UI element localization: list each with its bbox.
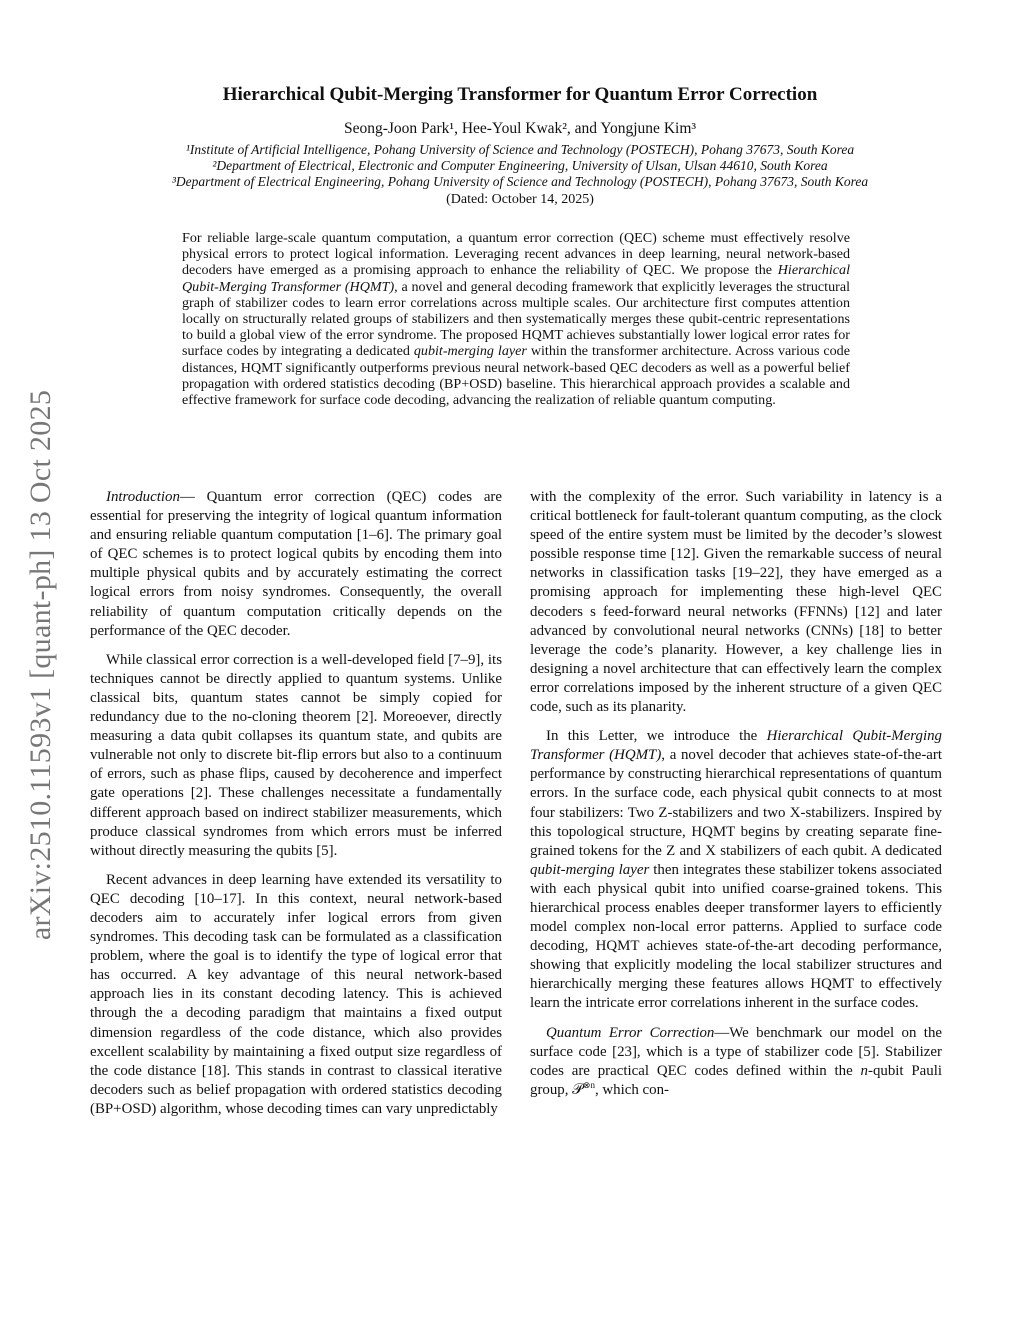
right-p2-layer-name: qubit-merging layer (530, 861, 650, 878)
right-paragraph-2 (530, 727, 942, 1013)
abstract-text-3: within the transformer architecture. Across various code distances, HQMT significantly outperforms previous neural network-based QEC decoders as well as a powerful belief propagation with ordered statistics decoding (BP+OSD) baseline. This hierarchical approach provides a scalable and effective framework for surface code decoding, advancing the realization of reliable quantum computing. (182, 343, 850, 409)
right-paragraph-1: with the complexity of the error. Such variability in latency is a critical bottleneck for fault-tolerant quantum computing, as the clock speed of the entire system must be limited by the decoder’s slowest possible response time [12]. Given the remarkable success of neural networks in classification tasks [19–22], they have emerged as a promising approach for implementing these high-level QEC decoders s feed-forward neural networks (FFNNs) [12] and later advanced by convolutional neural networks (CNNs) [18] to better leverage the code’s planarity. However, a key challenge lies in designing a novel architecture that can effectively learn the complex error correlations imposed by the inherent structure of a given QEC code, such as its planarity. (530, 489, 942, 716)
right-paragraph-3 (530, 1024, 942, 1100)
right-p2-text-a: In this Letter, we introduce the (546, 728, 767, 745)
dated-line: (Dated: October 14, 2025) (446, 192, 594, 207)
author-list: Seong-Joon Park¹, Hee-Youl Kwak², and Yongjune Kim³ (343, 120, 697, 137)
intro-paragraph-2: While classical error correction is a well-developed field [7–9], its techniques cannot be directly applied to quantum systems. Unlike classical bits, quantum states cannot be simply copied for redundancy due to the no-cloning theorem [2]. Moreoever, directly measuring a data qubit collapses its quantum state, and qubits are vulnerable not only to discrete bit-flip errors but also to a continuum of errors, such as phase flips, caused by decoherence and imperfect gate operations [2]. These challenges necessitate a fundamentally different approach based on indirect stabilizer measurements, which produce classical syndromes from which errors must be inferred without directly measuring the qubits [5]. (90, 651, 502, 859)
affiliation-2: ²Department of Electrical, Electronic and Computer Engineering, University of Ulsan, Ulsan 44610, South Korea (212, 158, 828, 173)
paper-title: Hierarchical Qubit-Merging Transformer for Quantum Error Correction (222, 84, 818, 105)
arxiv-identifier: arXiv:2510.11593v1 [quant-ph] 13 Oct 2025 (24, 389, 57, 941)
qec-heading: Quantum Error Correction (546, 1024, 715, 1041)
right-p2-hqmt-name: Hierarchical Qubit-Merging Transformer (HQMT) (530, 728, 942, 764)
abstract (182, 230, 850, 408)
abstract-hqmt-name: Hierarchical Qubit-Merging Transformer (HQMT) (182, 262, 850, 295)
right-p2-text-c: then integrates these stabilizer tokens associated with each physical qubit into unified coarse-grained tokens. This hierarchical process enables deeper transformer layers to efficiently model complex non-local error patterns. Applied to surface code decoding, HQMT achieves state-of-the-art decoding performance, showing that explicitly modeling the local stabilizer structures and hierarchically merging these features allows HQMT to effectively learn the intricate error correlations inherent in the surface codes. (530, 861, 942, 1012)
right-p3-text-c: , which con- (594, 1081, 669, 1098)
abstract-layer-name: qubit-merging layer (413, 343, 527, 360)
left-column (90, 488, 502, 1129)
right-p3-superscript: ⊗n (582, 1079, 595, 1090)
right-p3-text-a: —We benchmark our model on the surface code [23], which is a type of stabilizer code [5]. Stabilizer codes are practical QEC codes defined within the (530, 1024, 943, 1079)
right-p3-text-b: -qubit Pauli group, 𝒫 (530, 1062, 942, 1098)
introduction-heading: Introduction (106, 489, 180, 505)
arxiv-sidebar-stamp (16, 350, 66, 980)
intro-paragraph-3: Recent advances in deep learning have extended its versatility to QEC decoding [10–17]. In this context, neural network-based decoders aim to accurately infer logical errors from given syndromes. This decoding task can be formulated as a classification problem, where the goal is to identify the type of logical error that has occurred. A key advantage of this neural network-based approach lies in its constant decoding latency. This is achieved through the a decoding paradigm that maintains a fixed output dimension regardless of the code distance, which also provides excellent scalability by maintaining a fixed output size regardless of the code distance [18]. This stands in contrast to classical iterative decoders such as belief propagation with ordered statistics decoding (BP+OSD) algorithm, whose decoding times can vary unpredictably (90, 871, 502, 1117)
right-p2-text-b: , a novel decoder that achieves state-of-the-art performance by constructing hierarchical representations of quantum errors. In the surface code, each physical qubit connects to at most four stabilizers: Two Z-stabilizers and two X-stabilizers. Inspired by this topological structure, HQMT begins by creating separate fine-grained tokens for the Z and X stabilizers of each qubit. A dedicated (530, 747, 942, 859)
abstract-text-2: , a novel and general decoding framework that explicitly leverages the structural graph of stabilizer codes to learn error correlations across multiple scales. Our architecture first computes attention locally on structurally related groups of stabilizers and then systematically merges these qubit-centric representations to build a global view of the error syndrome. The proposed HQMT achieves substantially lower logical error rates for surface codes by integrating a dedicated (182, 278, 850, 360)
intro-paragraph-1-text: — Quantum error correction (QEC) codes are essential for preserving the integrity of logical quantum information and ensuring reliable quantum computation [1–6]. The primary goal of QEC schemes is to protect logical qubits by encoding them into multiple physical qubits and by accurately estimating the correct logical errors from noisy syndromes. Consequently, the overall reliability of quantum computation critically depends on the performance of the QEC decoder. (90, 489, 502, 639)
right-p3-n: n (860, 1062, 868, 1079)
abstract-text-1: For reliable large-scale quantum computation, a quantum error correction (QEC) scheme must effectively resolve physical errors to protect logical information. Leveraging recent advances in deep learning, neural network-based decoders have emerged as a promising approach to enhance the reliability of QEC. We propose the (182, 230, 850, 279)
right-column (530, 488, 942, 1110)
affiliation-1: ¹Institute of Artificial Intelligence, Pohang University of Science and Technology (POSTECH), Pohang 37673, South Korea (185, 142, 855, 157)
intro-paragraph-1 (90, 488, 502, 641)
paper-header (90, 84, 950, 208)
affiliation-3: ³Department of Electrical Engineering, Pohang University of Science and Technology (POSTECH), Pohang 37673, South Korea (171, 174, 869, 189)
